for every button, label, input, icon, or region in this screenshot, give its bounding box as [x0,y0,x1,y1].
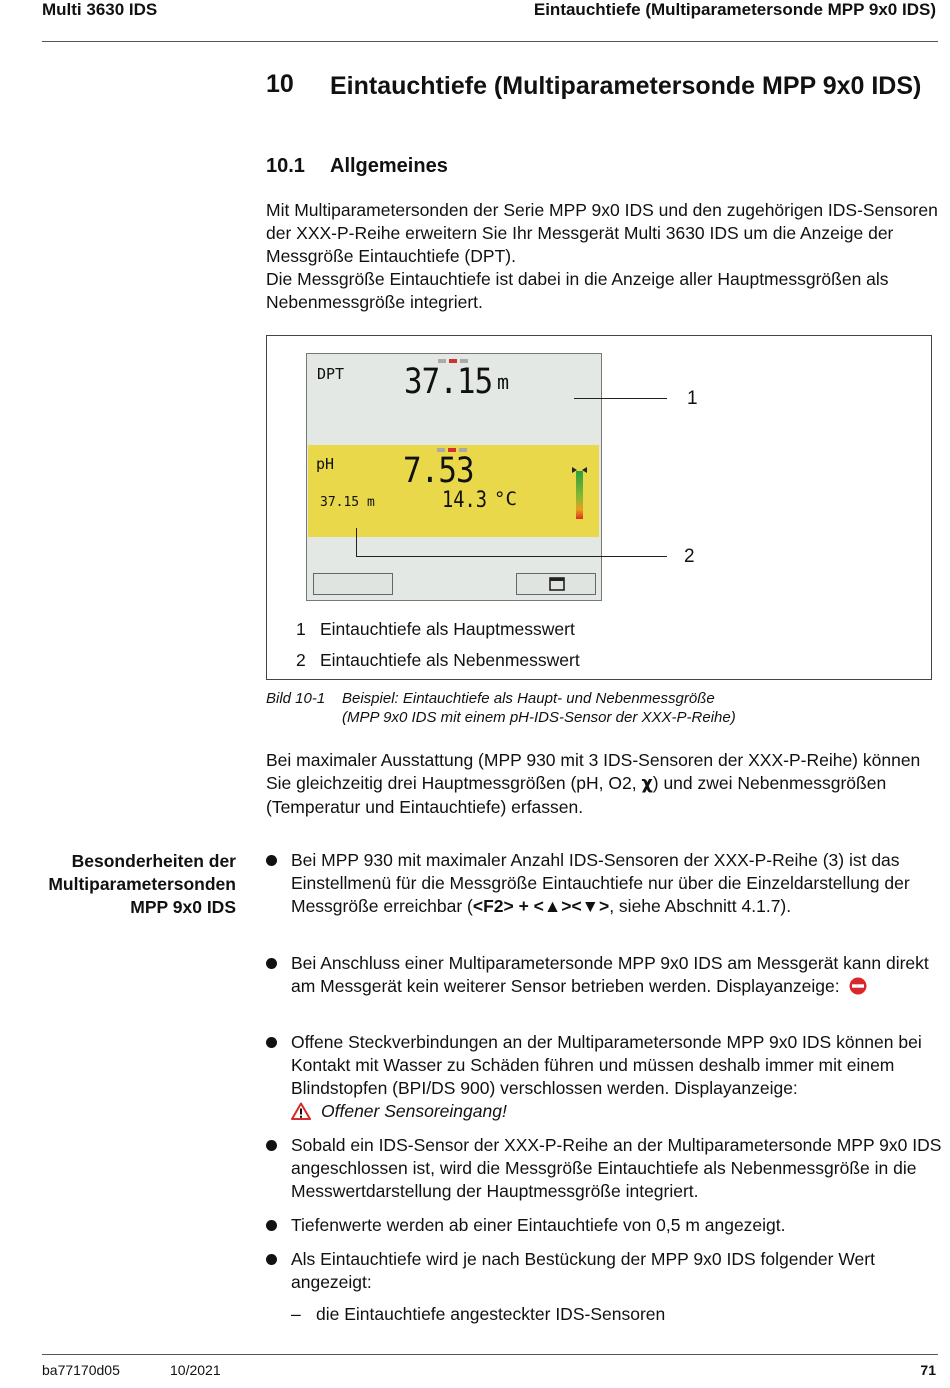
caption-line-1: Beispiel: Eintauchtiefe als Haupt- und Nebenmessgröße [342,690,715,707]
chapter-title: Eintauchtiefe (Multiparametersonde MPP 9x0 IDS) [330,72,922,100]
header-divider [42,41,938,42]
callout-number-1: 1 [687,388,698,409]
equipment-text-2: ) und zwei Nebenmessgrößen (Temperatur und Eintauchtiefe) erfassen. [266,773,887,817]
sub-bullet-dash: – [291,1304,301,1324]
bullet-dot [266,855,277,866]
bullet-item [266,1214,942,1237]
bullet-1-text-end: , siehe Abschnitt 4.1.7). [609,896,792,916]
softkey-right[interactable] [516,573,596,595]
intro-text [266,199,938,314]
callout-line-2 [356,556,667,557]
equipment-paragraph [266,749,938,819]
chi-symbol: χ [641,774,653,794]
bullet-item [266,1031,942,1123]
section-title: Allgemeines [330,155,448,177]
caption-label: Bild 10-1 [266,690,326,707]
bullet-dot [266,1140,277,1151]
bullet-dot [266,1037,277,1048]
bullet-6-text: Als Eintauchtiefe wird je nach Bestückung der MPP 9x0 IDS folgender Wert angezeigt: [291,1249,875,1292]
intro-paragraph-1: Mit Multiparametersonden der Serie MPP 9x0 IDS und den zugehörigen IDS-Sensoren der XXX-P-Reihe erweitern Sie Ihr Messgerät Multi 3630 IDS um die Anzeige der Messgröße Eintauchtiefe (DPT). [266,200,938,266]
callout-line-1 [574,398,667,399]
legend-text-2: Eintauchtiefe als Nebenmesswert [320,650,580,670]
bullet-1-keys: <F2> + <▲><▼> [472,896,610,916]
softkey-left[interactable] [313,573,393,595]
legend-text-1: Eintauchtiefe als Hauptmesswert [320,619,575,639]
bullet-item [266,1248,942,1294]
bullet-dot [266,1254,277,1265]
bullet-4-text: Sobald ein IDS-Sensor der XXX-P-Reihe an der Multiparametersonde MPP 9x0 IDS angeschlossen ist, wird die Messgröße Eintauchtiefe als Nebenmessgröße in die Messwertdarstellung der Hauptmessgröße integriert. [291,1135,942,1201]
chapter-number: 10 [266,70,294,98]
display-temp-unit: °C [494,488,517,510]
section-number: 10.1 [266,155,305,177]
warning-icon [291,1102,311,1120]
display-depth-unit: m [497,370,510,394]
callout-number-2: 2 [684,546,695,567]
legend-number-1: 1 [296,619,306,639]
bullet-1-text: Bei MPP 930 mit maximaler Anzahl IDS-Sensoren der XXX-P-Reihe (3) ist das Einstellmenü für die Messgröße Eintauchtiefe nur über die Einzeldarstellung der Messgröße erreichbar ( [291,850,910,916]
legend-number-2: 2 [296,650,306,670]
window-icon [549,577,565,591]
display-main-panel [308,445,599,537]
intro-paragraph-2: Die Messgröße Eintauchtiefe ist dabei in die Anzeige aller Hauptmessgrößen als Nebenmessgröße integriert. [266,269,889,312]
sub-bullet-text: die Eintauchtiefe angesteckter IDS-Sensoren [316,1304,666,1324]
bullet-dot [266,958,277,969]
bullet-dot [266,1220,277,1231]
equipment-text-1: Bei maximaler Ausstattung (MPP 930 mit 3 IDS-Sensoren der XXX-P-Reihe) können Sie gleichzeitig drei Hauptmessgrößen (pH, O2, [266,750,921,793]
callout-line-2-vertical [356,528,358,556]
display-temperature: 14.3 [442,488,488,513]
footer-date: 10/2021 [170,1362,221,1378]
display-ph-value: 7.53 [403,451,474,491]
bullet-item [266,952,942,998]
display-secondary-depth: 37.15 m [320,495,375,510]
no-entry-icon [849,977,867,995]
bullet-item [266,1134,942,1203]
page-number: 71 [920,1362,936,1378]
bullet-item [266,849,942,918]
stability-bar-icon [572,465,588,521]
bullet-3-text: Offene Steckverbindungen an der Multiparametersonde MPP 9x0 IDS können bei Kontakt mit Wasser zu Schäden führen und müssen deshalb immer mit einem Blindstopfen (BPI/DS 900) verschlossen werden. Displayanzeige: [291,1032,922,1098]
footer-divider [42,1354,938,1355]
header-left: Multi 3630 IDS [42,0,158,19]
bullet-5-text: Tiefenwerte werden ab einer Eintauchtiefe von 0,5 m angezeigt. [291,1215,786,1235]
bullet-2-text: Bei Anschluss einer Multiparametersonde MPP 9x0 IDS am Messgerät kann direkt am Messgerät kein weiterer Sensor betrieben werden. Displayanzeige: [291,953,929,996]
side-heading: Besonderheiten der Multiparametersonden MPP 9x0 IDS [48,851,236,917]
display-label-ph: pH [316,455,335,473]
bullet-3-warning: Offener Sensoreingang! [321,1101,507,1121]
header-right: Eintauchtiefe (Multiparametersonde MPP 9x0 IDS) [533,0,936,19]
caption-line-2: (MPP 9x0 IDS mit einem pH-IDS-Sensor der XXX-P-Reihe) [342,709,736,726]
display-depth-value: 37.15 [404,362,493,402]
display-label-dpt: DPT [317,365,345,383]
footer-doc-id: ba77170d05 [42,1362,120,1378]
